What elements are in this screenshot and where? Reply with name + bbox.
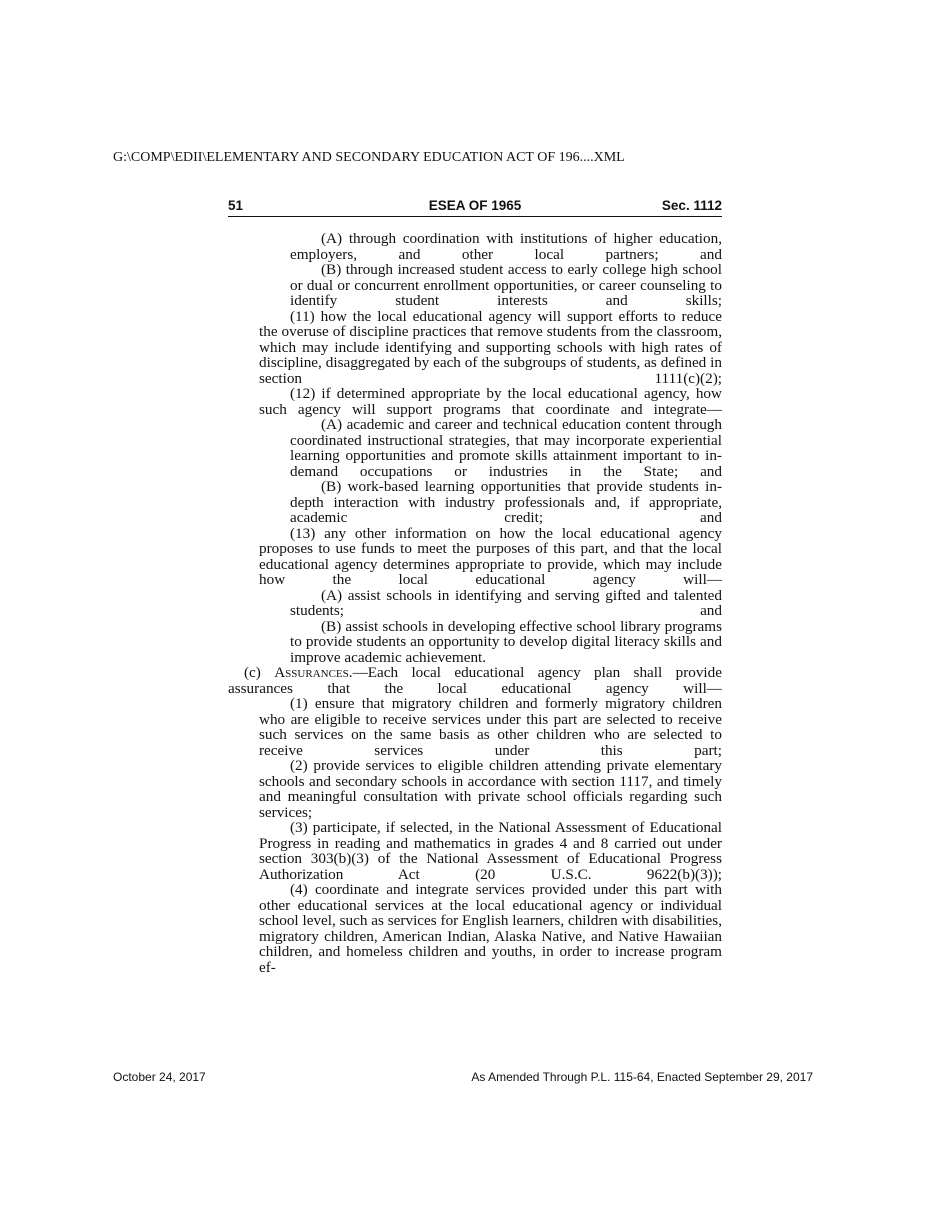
assurance-2: (2) provide services to eligible children attending private elementary schools and secondary schools in accordance with section 1117, and timely and meaningful consultation with private school officials regarding such services; [259, 757, 722, 821]
paragraph-12-b: (B) work-based learning opportunities that provide students in-depth interaction with industry professionals and, if appropriate, academic credit; and [290, 478, 722, 526]
subsection-c-prefix: (c) [244, 664, 275, 681]
assurance-3: (3) participate, if selected, in the National Assessment of Educational Progress in reading and mathematics in grades 4 and 8 carried out under section 303(b)(3) of the National Assessment of Educational Progress Authorization Act (20 U.S.C. 9622(b)(3)); [259, 819, 722, 883]
page-number: 51 [228, 198, 244, 213]
assurance-4: (4) coordinate and integrate services provided under this part with other educational services at the local educational agency or individual school level, such as services for English learners, children with disabilities, migratory children, American Indian, Alaska Native, and Native Hawaiian children, and homeless children and youths, in order to increase program ef- [259, 881, 722, 976]
paragraph-13: (13) any other information on how the local educational agency proposes to use funds to meet the purposes of this part, and that the local educational agency determines appropriate to provide, which may include how the local educational agency will— [259, 524, 722, 588]
footer-amended-note: As Amended Through P.L. 115-64, Enacted September 29, 2017 [471, 1070, 813, 1084]
running-head [228, 198, 722, 217]
subsection-c-heading: Assurances [274, 664, 349, 681]
file-path: G:\COMP\EDII\ELEMENTARY AND SECONDARY EDUCATION ACT OF 196....XML [113, 150, 625, 165]
paragraph-12: (12) if determined appropriate by the local educational agency, how such agency will support programs that coordinate and integrate— [259, 385, 722, 418]
paragraph-12-a: (A) through coordination with institutions of higher education, employers, and other local partners; and [290, 230, 722, 263]
paragraph-11: (11) how the local educational agency will support efforts to reduce the overuse of discipline practices that remove students from the classroom, which may include identifying and supporting schools with high rates of discipline, disaggregated by each of the subgroups of students, as defined in section 1111(c)(2); [259, 307, 722, 387]
paragraph-12-b: (B) through increased student access to early college high school or dual or concurrent enrollment opportunities, or career counseling to identify student interests and skills; [290, 261, 722, 309]
subsection-c-text: .—Each local educational agency plan shall provide assurances that the local educational agency will— [228, 664, 722, 697]
paragraph-13-b: (B) assist schools in developing effective school library programs to provide students an opportunity to develop digital literacy skills and improve academic achievement. [290, 617, 722, 666]
subsection-c [228, 665, 722, 696]
assurance-1: (1) ensure that migratory children and formerly migratory children who are eligible to receive services under this part are selected to receive such services on the same basis as other children who are selected to receive services under this part; [259, 695, 722, 759]
paragraph-13-a: (A) assist schools in identifying and serving gifted and talented students; and [290, 586, 722, 619]
statute-body [228, 231, 722, 975]
section-number: Sec. 1112 [661, 198, 722, 213]
act-title: ESEA OF 1965 [428, 198, 522, 213]
paragraph-12-a: (A) academic and career and technical education content through coordinated instructional strategies, that may incorporate experiential learning opportunities and promote skills attainment important to in-demand occupations or industries in the State; and [290, 416, 722, 480]
footer-date: October 24, 2017 [113, 1070, 206, 1084]
